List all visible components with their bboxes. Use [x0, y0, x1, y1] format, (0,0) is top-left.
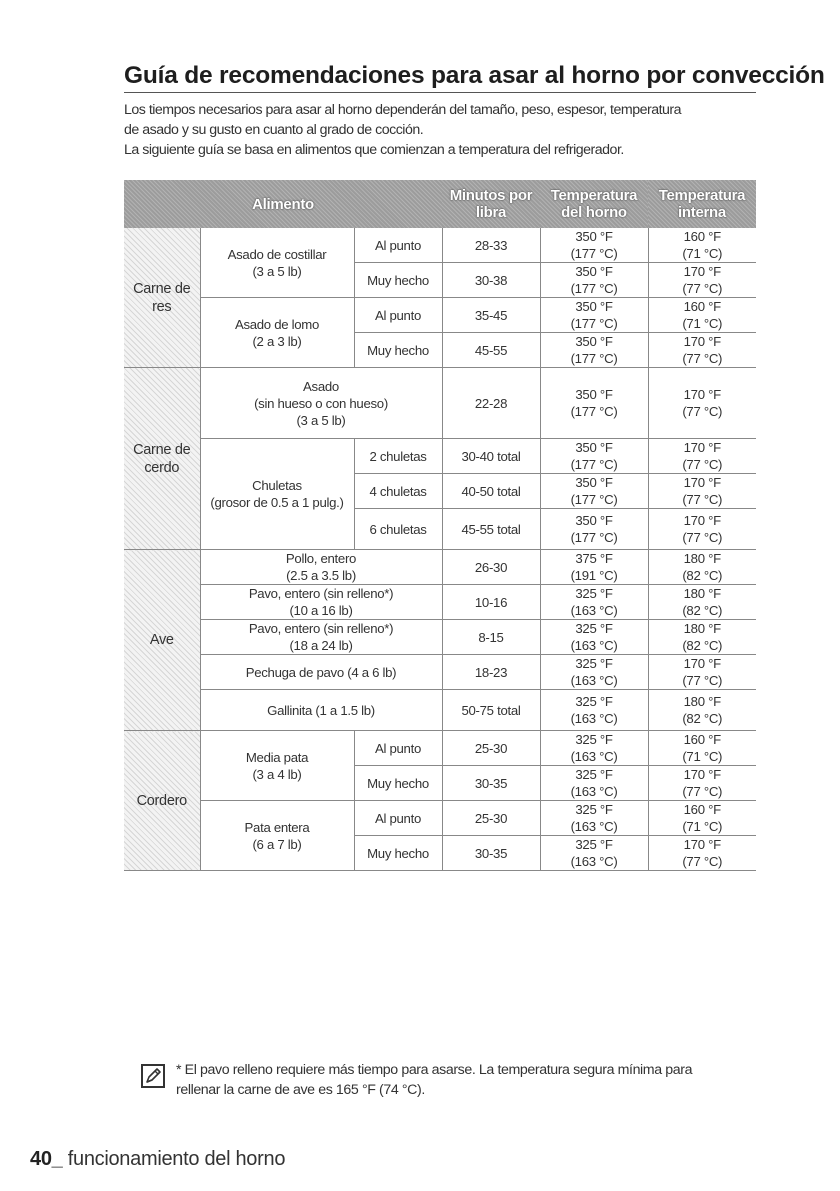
footnote-line: * El pavo relleno requiere más tiempo para asarse. La temperatura segura mínima para: [176, 1062, 693, 1078]
intro-text: [124, 100, 764, 160]
doneness: Al punto: [354, 228, 442, 263]
oven-temp: 325 °F (163 °C): [540, 620, 648, 655]
table-row: [124, 655, 756, 690]
internal-temp: 180 °F (82 °C): [648, 550, 756, 585]
roasting-guide-table: [124, 180, 756, 871]
oven-temp: 350 °F (177 °C): [540, 263, 648, 298]
food-name: Pavo, entero (sin relleno*) (18 a 24 lb): [200, 620, 442, 655]
internal-temp: 170 °F (77 °C): [648, 509, 756, 550]
food-name: Asado (sin hueso o con hueso) (3 a 5 lb): [200, 368, 442, 439]
food-name: Pata entera (6 a 7 lb): [200, 801, 354, 871]
intro-line: La siguiente guía se basa en alimentos que comienzan a temperatura del refrigerador.: [124, 142, 624, 158]
page-footer: [30, 1148, 285, 1171]
table-row: [124, 550, 756, 585]
doneness: Muy hecho: [354, 333, 442, 368]
table-header-row: [124, 180, 756, 228]
doneness: Muy hecho: [354, 836, 442, 871]
quantity: 2 chuletas: [354, 439, 442, 474]
minutes: 28-33: [442, 228, 540, 263]
food-name: Asado de costillar (3 a 5 lb): [200, 228, 354, 298]
oven-temp: 325 °F (163 °C): [540, 766, 648, 801]
minutes: 40-50 total: [442, 474, 540, 509]
table-row: [124, 620, 756, 655]
page-title: Guía de recomendaciones para asar al horno por convección: [124, 62, 756, 93]
oven-temp: 325 °F (163 °C): [540, 585, 648, 620]
minutes: 26-30: [442, 550, 540, 585]
internal-temp: 180 °F (82 °C): [648, 690, 756, 731]
table-row: [124, 801, 756, 836]
oven-temp: 325 °F (163 °C): [540, 655, 648, 690]
internal-temp: 170 °F (77 °C): [648, 836, 756, 871]
note-pencil-icon: [141, 1064, 165, 1088]
footnote-line: rellenar la carne de ave es 165 °F (74 °C).: [176, 1082, 425, 1098]
food-name: Pechuga de pavo (4 a 6 lb): [200, 655, 442, 690]
oven-temp: 350 °F (177 °C): [540, 298, 648, 333]
oven-temp: 325 °F (163 °C): [540, 836, 648, 871]
internal-temp: 170 °F (77 °C): [648, 263, 756, 298]
internal-temp: 170 °F (77 °C): [648, 766, 756, 801]
internal-temp: 160 °F (71 °C): [648, 731, 756, 766]
table-row: [124, 585, 756, 620]
section-name: funcionamiento del horno: [62, 1148, 286, 1170]
minutes: 30-35: [442, 766, 540, 801]
intro-line: de asado y su gusto en cuanto al grado de cocción.: [124, 122, 424, 138]
quantity: 4 chuletas: [354, 474, 442, 509]
food-name: Pavo, entero (sin relleno*) (10 a 16 lb): [200, 585, 442, 620]
category-pork: Carne de cerdo: [124, 368, 200, 550]
header-internal-temp: Temperatura interna: [648, 180, 756, 228]
table-row: [124, 439, 756, 474]
doneness: Al punto: [354, 801, 442, 836]
oven-temp: 375 °F (191 °C): [540, 550, 648, 585]
internal-temp: 170 °F (77 °C): [648, 474, 756, 509]
minutes: 35-45: [442, 298, 540, 333]
oven-temp: 350 °F (177 °C): [540, 368, 648, 439]
internal-temp: 160 °F (71 °C): [648, 801, 756, 836]
minutes: 10-16: [442, 585, 540, 620]
minutes: 25-30: [442, 731, 540, 766]
header-minutes: Minutos por libra: [442, 180, 540, 228]
table-row: [124, 690, 756, 731]
oven-temp: 350 °F (177 °C): [540, 509, 648, 550]
internal-temp: 170 °F (77 °C): [648, 439, 756, 474]
minutes: 22-28: [442, 368, 540, 439]
internal-temp: 160 °F (71 °C): [648, 228, 756, 263]
food-name: Chuletas (grosor de 0.5 a 1 pulg.): [200, 439, 354, 550]
category-lamb: Cordero: [124, 731, 200, 871]
food-name: Pollo, entero (2.5 a 3.5 lb): [200, 550, 442, 585]
doneness: Muy hecho: [354, 766, 442, 801]
oven-temp: 350 °F (177 °C): [540, 228, 648, 263]
table-row: [124, 731, 756, 766]
minutes: 25-30: [442, 801, 540, 836]
food-name: Media pata (3 a 4 lb): [200, 731, 354, 801]
table-row: [124, 228, 756, 263]
internal-temp: 180 °F (82 °C): [648, 620, 756, 655]
quantity: 6 chuletas: [354, 509, 442, 550]
category-poultry: Ave: [124, 550, 200, 731]
table-row: [124, 368, 756, 439]
minutes: 18-23: [442, 655, 540, 690]
minutes: 30-38: [442, 263, 540, 298]
internal-temp: 170 °F (77 °C): [648, 333, 756, 368]
internal-temp: 180 °F (82 °C): [648, 585, 756, 620]
food-name: Asado de lomo (2 a 3 lb): [200, 298, 354, 368]
category-beef: Carne de res: [124, 228, 200, 368]
internal-temp: 170 °F (77 °C): [648, 368, 756, 439]
minutes: 8-15: [442, 620, 540, 655]
oven-temp: 325 °F (163 °C): [540, 801, 648, 836]
doneness: Al punto: [354, 731, 442, 766]
footnote: [176, 1060, 776, 1100]
internal-temp: 170 °F (77 °C): [648, 655, 756, 690]
oven-temp: 350 °F (177 °C): [540, 439, 648, 474]
header-food: Alimento: [124, 180, 442, 228]
minutes: 30-40 total: [442, 439, 540, 474]
food-name: Gallinita (1 a 1.5 lb): [200, 690, 442, 731]
oven-temp: 325 °F (163 °C): [540, 690, 648, 731]
table-row: [124, 298, 756, 333]
page-number: 40_: [30, 1148, 63, 1170]
doneness: Al punto: [354, 298, 442, 333]
minutes: 30-35: [442, 836, 540, 871]
oven-temp: 350 °F (177 °C): [540, 474, 648, 509]
internal-temp: 160 °F (71 °C): [648, 298, 756, 333]
minutes: 45-55: [442, 333, 540, 368]
minutes: 45-55 total: [442, 509, 540, 550]
minutes: 50-75 total: [442, 690, 540, 731]
intro-line: Los tiempos necesarios para asar al horno dependerán del tamaño, peso, espesor, temperatura: [124, 102, 682, 118]
doneness: Muy hecho: [354, 263, 442, 298]
oven-temp: 325 °F (163 °C): [540, 731, 648, 766]
oven-temp: 350 °F (177 °C): [540, 333, 648, 368]
header-oven-temp: Temperatura del horno: [540, 180, 648, 228]
